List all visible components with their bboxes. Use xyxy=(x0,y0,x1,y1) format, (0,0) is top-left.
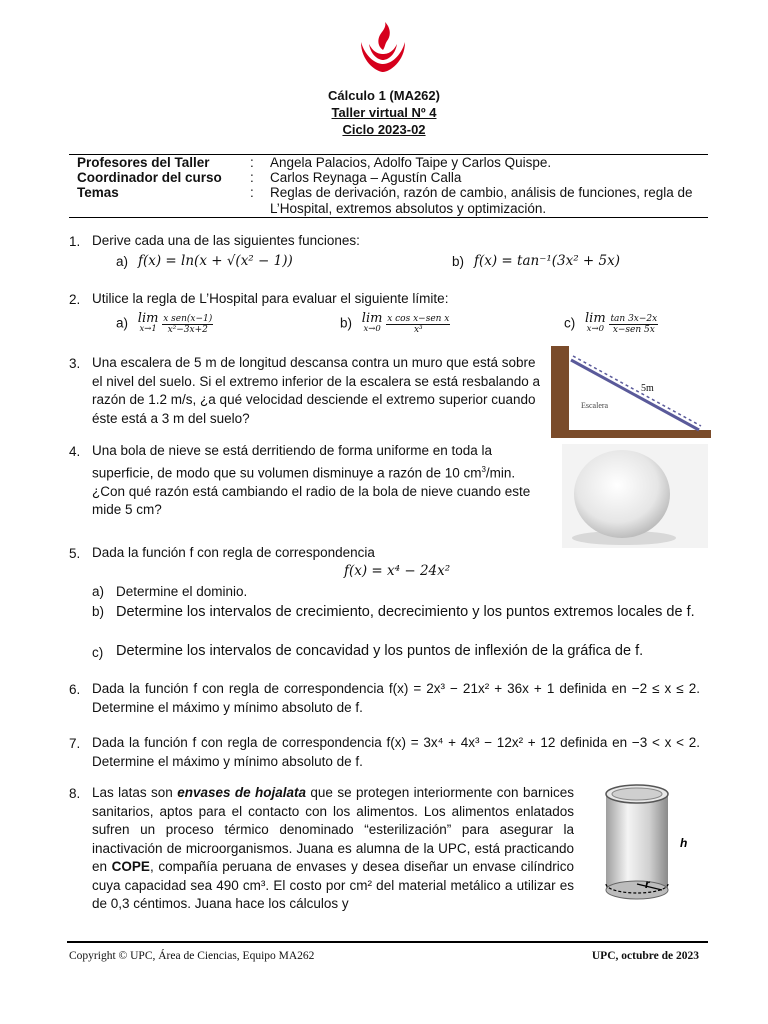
item-text: Determine los intervalos de crecimiento, decrecimiento y los puntos extremos locales de f. xyxy=(116,604,695,620)
limit-a: a) lim x→1 $\frac{\text{x sen(x−1)}}{\text{x²−3x+2}}$ xyxy=(116,311,213,335)
question-number: 7. xyxy=(69,736,81,751)
question-text: Derive cada una de las siguientes funciones: xyxy=(92,233,360,248)
question-text: Dada la función f con regla de correspondencia f(x) = 3x⁴ + 4x³ − 12x² + 12 definida en −3 < x < 2. Determine el máximo y mínimo absoluto de f. xyxy=(92,735,700,769)
ladder-figure xyxy=(551,346,711,438)
math-expression: f(x) = x⁴ − 24x² xyxy=(344,563,451,579)
question-text: Una bola de nieve se está derritiendo de forma uniforme en toda la superficie, de modo que su volumen disminuye a razón de 10 $cm^3/\min$. ¿Con qué razón está cambiando el radio de la bola de nieve cuando este mide 5 cm? xyxy=(92,443,531,517)
value-coordinator: Carlos Reynaga – Agustín Calla xyxy=(270,170,462,185)
item-label: c) xyxy=(92,645,104,660)
table-bottom-rule xyxy=(69,217,708,218)
question-number: 3. xyxy=(69,356,81,371)
ladder-rail xyxy=(571,360,699,430)
math-expression: f(x) = tan⁻¹(3x² + 5x) xyxy=(474,253,620,269)
colon: : xyxy=(250,185,254,200)
question-text: Dada la función f con regla de correspondencia f(x) = 2x³ − 21x² + 36x + 1 definida en −2 ≤ x ≤ 2. Determine el máximo y mínimo absoluto de f. xyxy=(92,681,700,715)
can-figure xyxy=(596,780,696,906)
floor-shape xyxy=(569,430,711,438)
ladder-rungs xyxy=(573,356,701,426)
question-number: 2. xyxy=(69,292,81,307)
limit-b: b) lim x→0 $\frac{\text{x cos x−sen x}}{\text{x³}}$ xyxy=(340,311,450,335)
colon: : xyxy=(250,155,254,170)
footer-copyright: Copyright © UPC, Área de Ciencias, Equipo MA262 xyxy=(69,950,315,962)
question-number: 4. xyxy=(69,444,81,459)
item-label: b) xyxy=(452,254,465,269)
label-topics: Temas xyxy=(77,185,119,200)
question-text: Utilice la regla de L’Hospital para evaluar el siguiente límite: xyxy=(92,291,449,306)
ladder-label: Escalera xyxy=(581,401,609,410)
radius-label: r xyxy=(645,877,650,891)
label-professors: Profesores del Taller xyxy=(77,155,210,170)
limit-c: c) lim x→0 $\frac{\tan 3x-2x}{\text{x−sen 5x}}$ xyxy=(564,311,658,335)
footer-date: UPC, octubre de 2023 xyxy=(591,950,699,962)
question-text: Una escalera de 5 m de longitud descansa contra un muro que está sobre el nivel del suelo. Si el extremo inferior de la escalera se está resbalando a razón de 1.2 m/s, ¿a qué velocidad desciende el extremo superior cuando éste está a 3 m del suelo? xyxy=(92,355,540,426)
math-expression: f(x) = ln(x + √(x² − 1)) xyxy=(138,253,293,269)
height-label: h xyxy=(680,836,688,850)
value-professors: Angela Palacios, Adolfo Taipe y Carlos Quispe. xyxy=(270,155,552,170)
item-text: Determine el dominio. xyxy=(116,584,248,599)
item-text: Determine los intervalos de concavidad y los puntos de inflexión de la gráfica de f. xyxy=(116,643,644,659)
label-coordinator: Coordinador del curso xyxy=(77,170,222,185)
item-label: a) xyxy=(92,584,105,599)
cycle-title: Ciclo 2023-02 xyxy=(342,122,426,137)
upc-logo-icon xyxy=(355,22,411,74)
footer-rule xyxy=(67,941,708,943)
colon: : xyxy=(250,170,254,185)
ladder-length-label: 5m xyxy=(641,383,654,394)
snowball-shape xyxy=(574,450,670,538)
question-text: Dada la función f con regla de correspondencia xyxy=(92,545,375,560)
item-label: a) xyxy=(116,254,129,269)
can-body xyxy=(606,794,668,890)
question-text: Las latas son envases de hojalata que se protegen interiormente con barnices sanitarios, aptos para el contacto con los alimentos. Los alimentos enlatados sufren un proceso térmico denominado “esterilización” para asegurar la inactivación de microorganismos. Juana es alumna de la UPC, está practicando en COPE, compañía peruana de envases y desea diseñar un envase cilíndrico cuya capacidad sea 490 cm³. El costo por cm² del material metálico a utilizar es de 0,3 céntimos. Juana hace los cálculos y xyxy=(92,785,574,911)
workshop-title: Taller virtual Nº 4 xyxy=(331,105,437,120)
snowball-figure xyxy=(562,444,708,548)
item-label: b) xyxy=(92,604,105,619)
question-number: 1. xyxy=(69,234,81,249)
question-number: 8. xyxy=(69,786,81,801)
wall-shape xyxy=(551,346,569,438)
question-number: 5. xyxy=(69,546,81,561)
course-title: Cálculo 1 (MA262) xyxy=(328,88,440,103)
value-topics: Reglas de derivación, razón de cambio, análisis de funciones, regla de L’Hospital, extremos absolutos y optimización. xyxy=(270,185,693,216)
question-number: 6. xyxy=(69,682,81,697)
